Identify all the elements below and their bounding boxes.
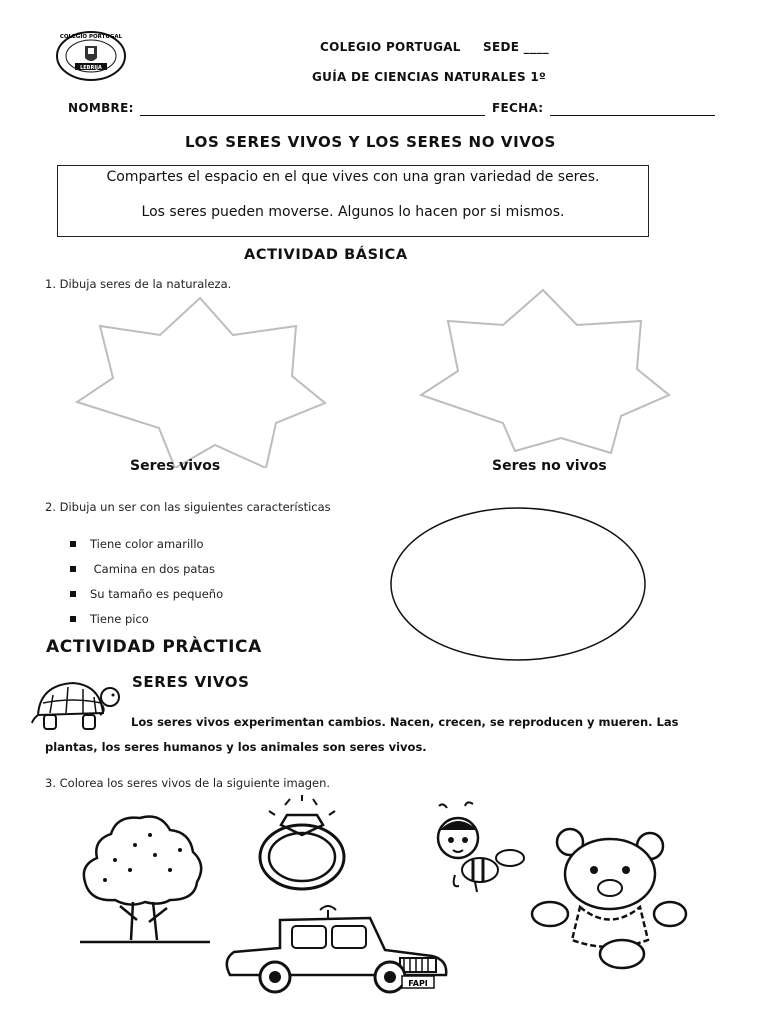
list-item: Camina en dos patas xyxy=(70,562,215,576)
bullet-square xyxy=(70,541,76,547)
question-2: 2. Dibuja un ser con las siguientes características xyxy=(45,500,331,514)
intro-line-2: Los seres pueden moverse. Algunos lo hacen por si mismos. xyxy=(141,204,565,220)
living-beings-subheading: SERES VIVOS xyxy=(132,673,250,691)
basic-activity-heading: ACTIVIDAD BÁSICA xyxy=(244,247,408,263)
paragraph-line-1: Los seres vivos experimentan cambios. Nacen, crecen, se reproducen y mueren. Las xyxy=(131,715,679,729)
list-item: Tiene color amarillo xyxy=(70,537,204,551)
practice-activity-heading: ACTIVIDAD PRÀCTICA xyxy=(46,637,262,657)
paragraph-line-2: plantas, los seres humanos y los animales son seres vivos. xyxy=(45,740,427,754)
bullet-square xyxy=(70,591,76,597)
list-item: Tiene pico xyxy=(70,612,149,626)
intro-line-1: Compartes el espacio en el que vives con una gran variedad de seres. xyxy=(106,169,600,185)
date-line xyxy=(550,115,715,116)
list-item: Su tamaño es pequeño xyxy=(70,587,223,601)
teddy-bear-icon xyxy=(530,822,690,972)
page-title: LOS SERES VIVOS Y LOS SERES NO VIVOS xyxy=(185,133,556,151)
star-frame-living xyxy=(70,290,330,468)
tree-icon xyxy=(75,810,215,950)
guide-title: GUÍA DE CIENCIAS NATURALES 1º xyxy=(312,70,547,84)
car-plate-text: FAPI xyxy=(408,979,428,988)
sede-field: SEDE ____ xyxy=(483,40,549,54)
school-name: COLEGIO PORTUGAL xyxy=(320,40,461,54)
date-label: FECHA: xyxy=(492,101,544,115)
label-living-beings: Seres vivos xyxy=(130,458,221,474)
logo-bottom-text: LEBRIJA xyxy=(80,65,102,71)
turtle-icon xyxy=(28,675,123,737)
school-logo xyxy=(55,30,127,82)
name-label: NOMBRE: xyxy=(68,101,134,115)
bullet-square xyxy=(70,616,76,622)
intro-box xyxy=(57,165,649,237)
star-frame-nonliving xyxy=(415,283,675,461)
question-3: 3. Colorea los seres vivos de la siguiente imagen. xyxy=(45,776,331,790)
car-icon xyxy=(220,900,455,995)
name-line xyxy=(140,115,485,116)
label-nonliving-beings: Seres no vivos xyxy=(492,458,607,474)
bullet-square xyxy=(70,566,76,572)
bee-icon xyxy=(425,800,530,895)
logo-top-text: COLEGIO PORTUGAL xyxy=(59,34,123,40)
question-1: 1. Dibuja seres de la naturaleza. xyxy=(45,277,232,291)
drawing-oval xyxy=(388,505,650,665)
ring-icon xyxy=(245,795,360,900)
